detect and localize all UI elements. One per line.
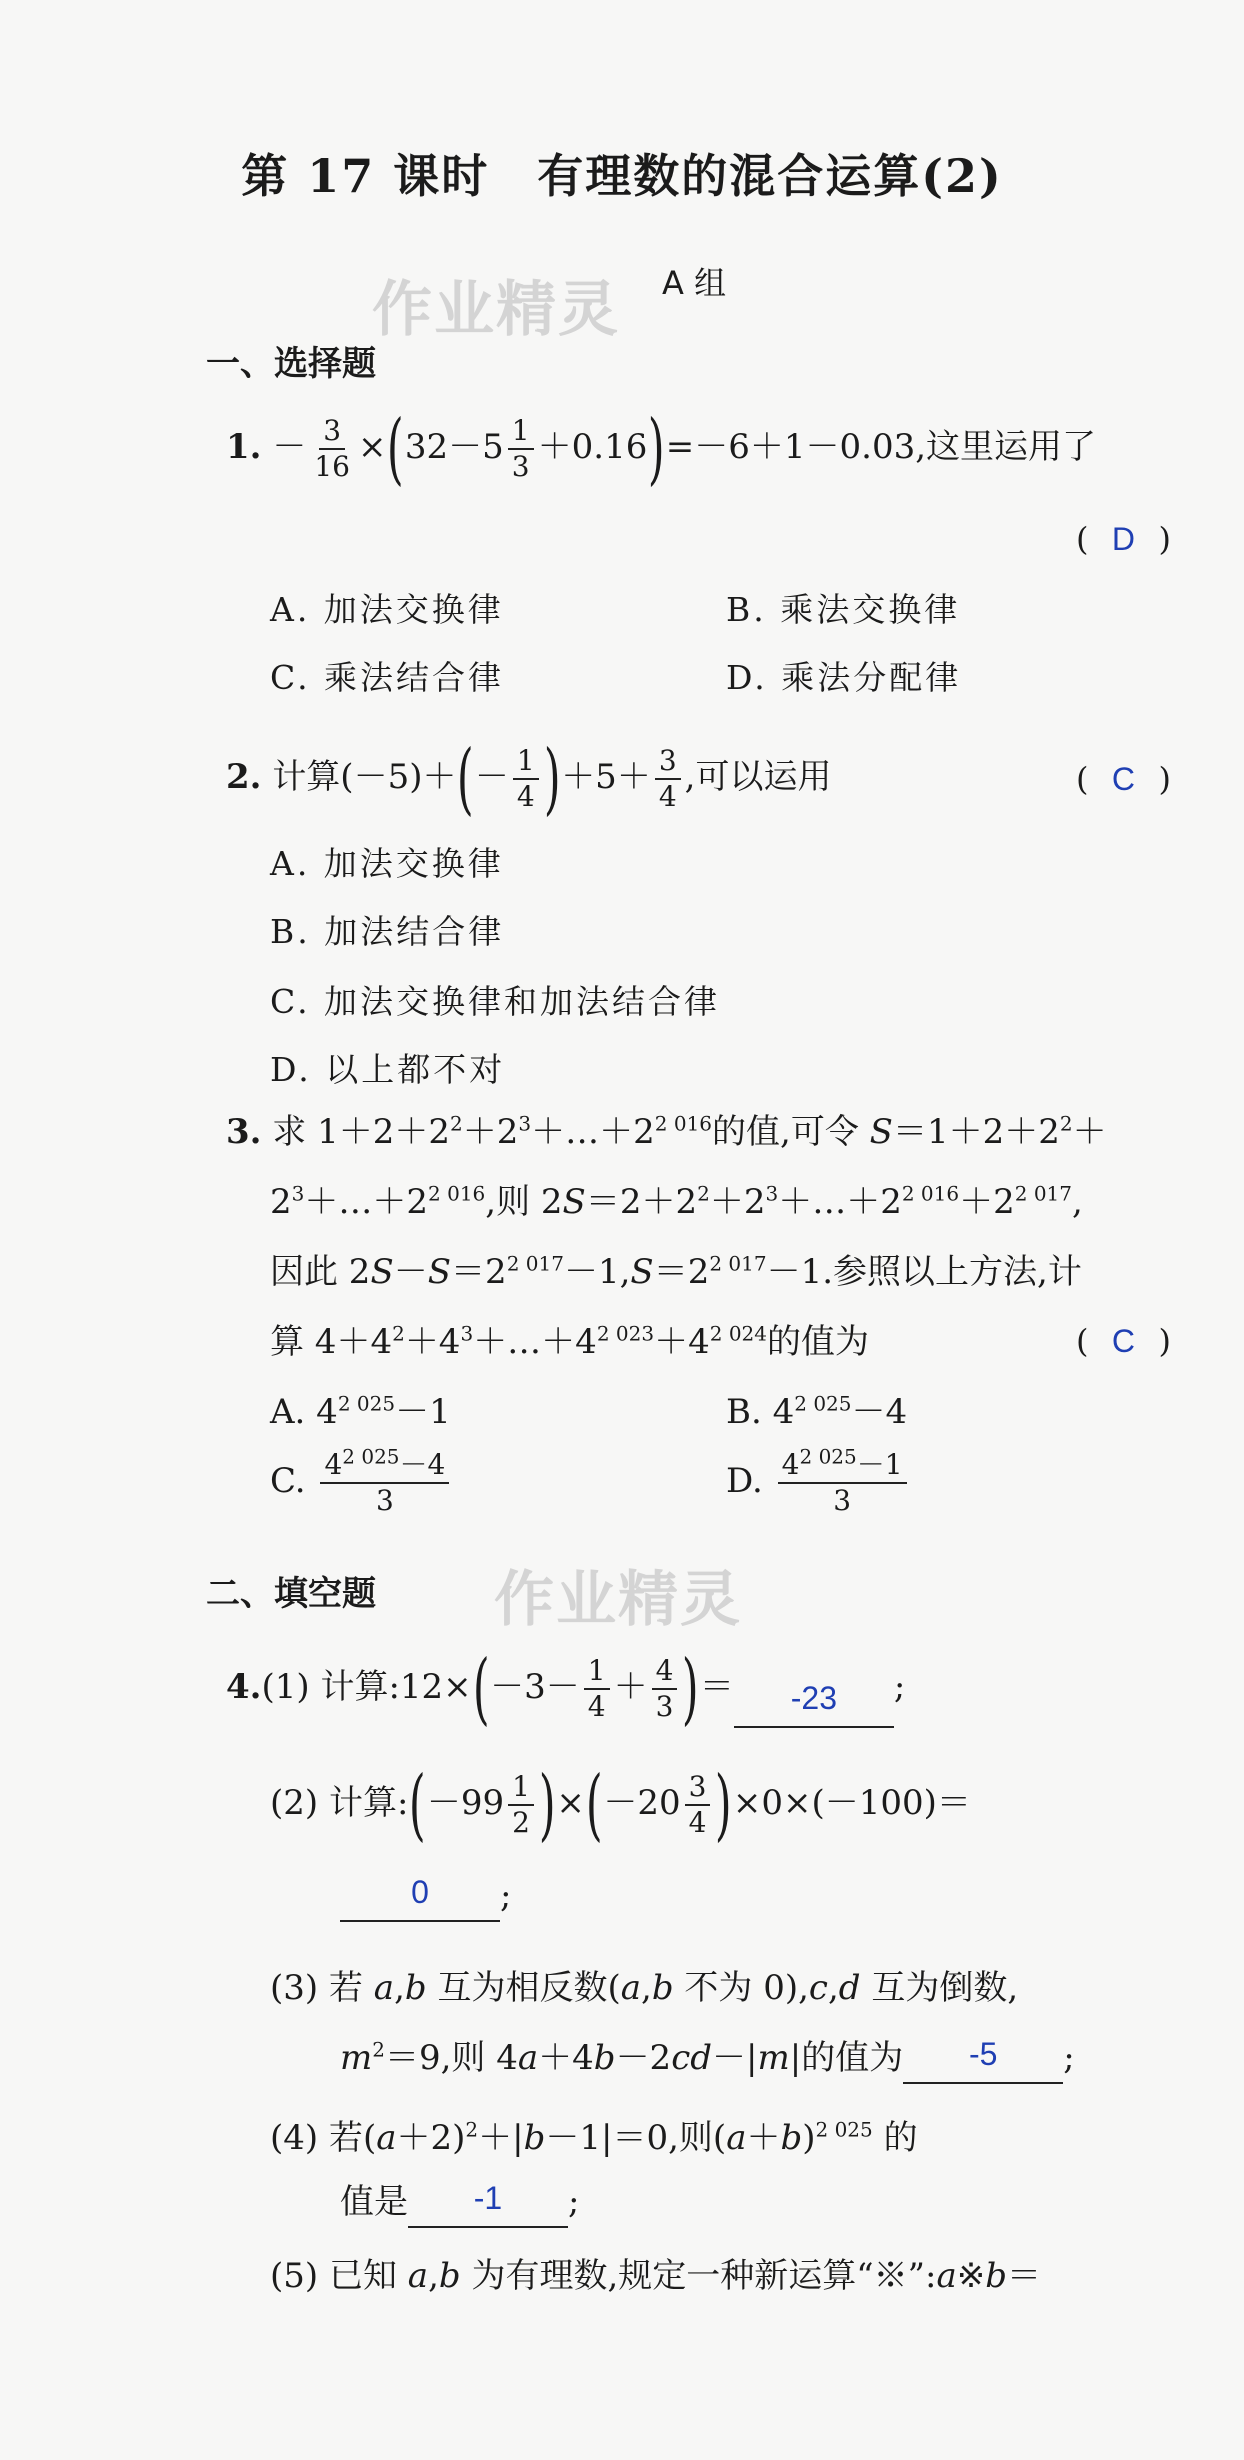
q1-answer-bracket: ( D ) (1076, 520, 1171, 558)
q3-number: 3. (226, 1112, 262, 1152)
q4-part-4-line-2: 值是 -1 ; (340, 2176, 579, 2228)
page-title: 第 17 课时 有理数的混合运算(2) (241, 149, 1003, 203)
q4-p3-answer: -5 (968, 2036, 998, 2072)
q4-number: 4. (226, 1667, 262, 1707)
q1-number: 1. (226, 427, 262, 467)
q3-line-1: 3. 求 $1+2+2^2+2^3+\dots+2^{2 016}$的值,可令 $S=1+2+2^2+$ (226, 1111, 1107, 1152)
q4-part-4-line-1: (4) 若$(a+2)^2+|b-1|=0$,则$(a+b)^{2 025}$ 的 (270, 2117, 918, 2158)
q3-option-b: B. $4^{2 025}-4$ (726, 1391, 908, 1432)
q4-part-2: (2) 计算:(－99 $\frac{1}{2}$ )×(－20 $\frac{3}{4}$ )×0×(－100)＝ (270, 1760, 971, 1850)
q3-option-a: A. $4^{2 025}-1$ (270, 1391, 451, 1432)
q4-p2-blank[interactable] (340, 1874, 500, 1922)
q2-answer-bracket: ( C ) (1076, 760, 1171, 798)
watermark-mid: 作业精灵 (494, 1565, 742, 1635)
q1-option-a: A. 加法交换律 (270, 590, 504, 629)
q4-p1-blank[interactable] (734, 1680, 894, 1728)
q4-p1-answer: -23 (790, 1680, 837, 1716)
q4-part-3-line-2: $m^2=9$,则 4a＋4b－2cd－|m|的值为 -5 ; (340, 2032, 1075, 2084)
q4-p4-answer: -1 (473, 2180, 503, 2216)
q2-option-c: C. 加法交换律和加法结合律 (270, 982, 721, 1021)
q4-part-1: 4.(1) 计算:12×(－3－ $\frac{1}{4}$ ＋ $\frac{4}{3}$ )＝ -23 ; (226, 1644, 906, 1734)
q1-option-d: D. 乘法分配律 (726, 658, 962, 697)
watermark-top: 作业精灵 (372, 275, 620, 345)
q1-answer: D (1111, 521, 1136, 557)
group-label: A 组 (662, 264, 727, 302)
q2-option-b: B. 加法结合律 (270, 912, 505, 951)
q2-prefix: 计算(－5)＋ (272, 757, 457, 797)
section-fill: 二、填空题 (206, 1574, 376, 1614)
q4-part-2-blank-line: 0 ; (340, 1870, 511, 1922)
q1-stem: 1. － $\frac{3}{16}$ ×(32－5 $\frac{1}{3}$ ＋0.16)=－6＋1－0.03,这里运用了 (226, 404, 1097, 494)
q1-option-c: C. 乘法结合律 (270, 658, 505, 697)
q1-stem-suffix: =－6＋1－0.03,这里运用了 (665, 427, 1097, 467)
q4-p4-blank[interactable] (408, 2180, 568, 2228)
q2-number: 2. (226, 757, 262, 797)
q3-answer-bracket: ( C ) (1076, 1322, 1171, 1360)
q4-p3-blank[interactable] (903, 2036, 1063, 2084)
q2-suffix: ,可以运用 (684, 757, 832, 797)
q4-part-5: (5) 已知 a,b 为有理数,规定一种新运算“※”:a※b＝ (270, 2256, 1042, 2296)
q4-p2-answer: 0 (411, 1874, 429, 1910)
q3-answer: C (1111, 1323, 1136, 1359)
q3-line-4: 算 $4+4^2+4^3+\dots+4^{2 023}+4^{2 024}$的值为 (270, 1321, 869, 1362)
section-choice: 一、选择题 (206, 344, 376, 384)
q3-option-d: D. $\frac{4^{2 025}-1}{3}$ (726, 1448, 911, 1518)
q3-line-3: 因此 $2S-S=2^{2 017}-1,S=2^{2 017}-1$.参照以上方法,计 (270, 1251, 1082, 1292)
q3-line-2: $2^3+\dots+2^{2 016}$,则 $2S=2+2^2+2^3+\dots+2^{2 016}+2^{2 017}$, (270, 1181, 1083, 1222)
q3-option-c: C. $\frac{4^{2 025}-4}{3}$ (270, 1448, 453, 1518)
q2-option-a: A. 加法交换律 (270, 844, 504, 883)
q1-option-b: B. 乘法交换律 (726, 590, 961, 629)
q2-option-d: D. 以上都不对 (270, 1050, 506, 1089)
q2-answer: C (1111, 761, 1136, 797)
q4-part-3-line-1: (3) 若 a,b 互为相反数(a,b 不为 0),c,d 互为倒数, (270, 1968, 1019, 2008)
q2-stem: 2. 计算(－5)＋(－ $\frac{1}{4}$ )＋5＋ $\frac{3}{4}$ ,可以运用 (226, 734, 832, 824)
